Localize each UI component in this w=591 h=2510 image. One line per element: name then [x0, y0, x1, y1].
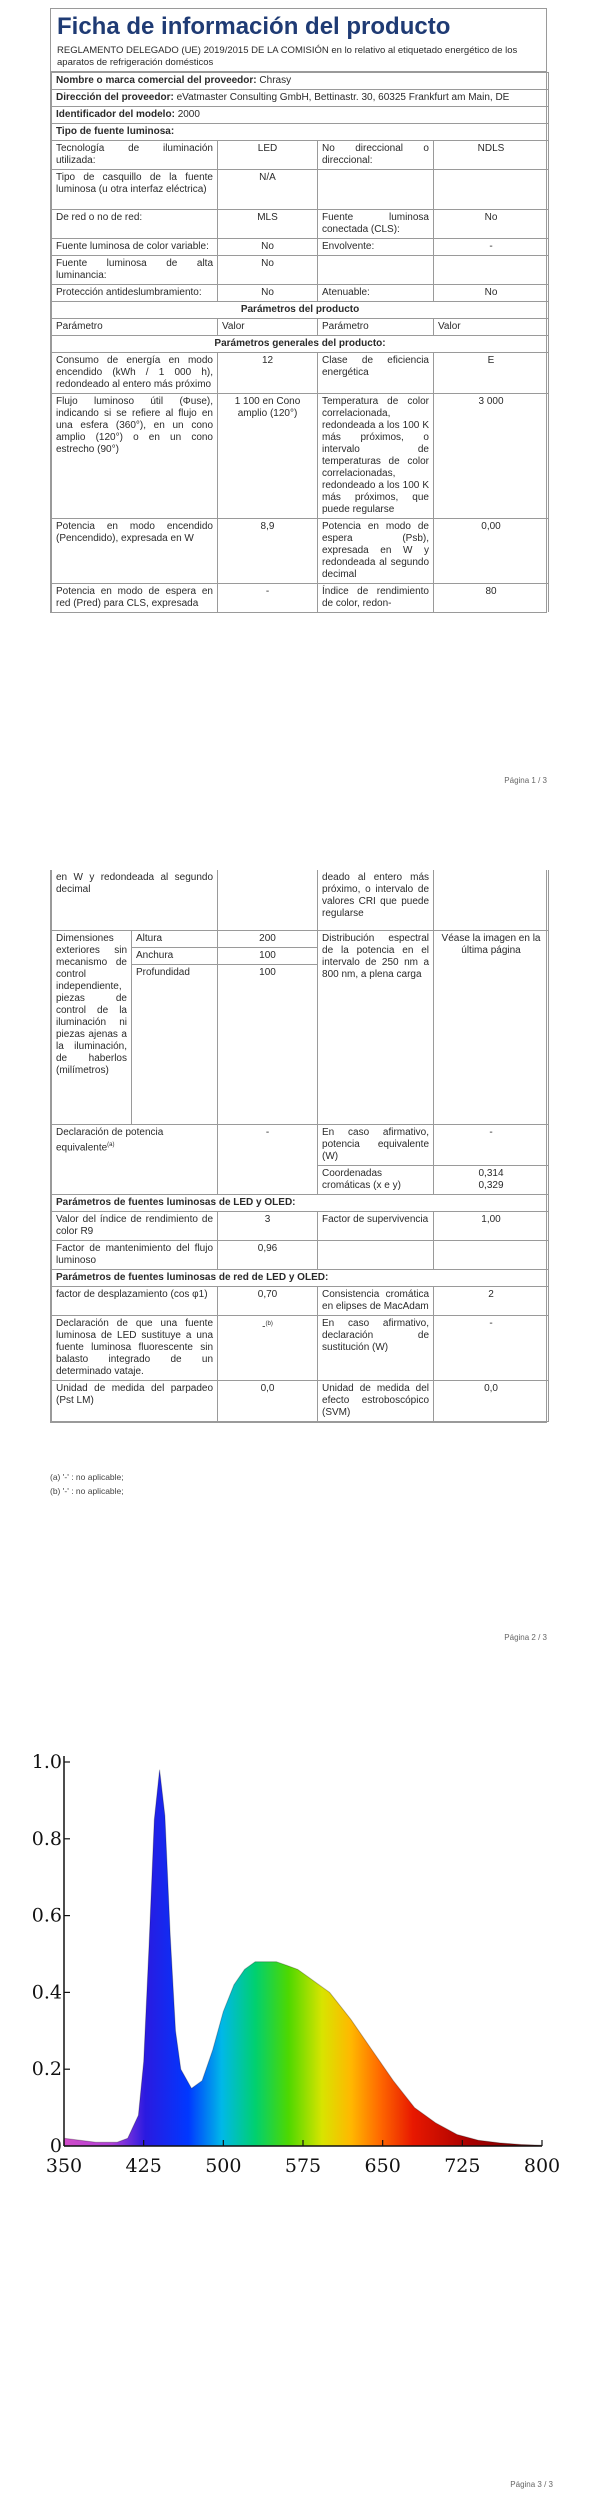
regulation-subtitle: REGLAMENTO DELEGADO (UE) 2019/2015 DE LA COMISIÓN en lo relativo al etiquetado energético de los aparatos de refrigeración domésticos	[57, 45, 518, 68]
row-value: NDLS	[434, 141, 549, 170]
supplier-name-label: Nombre o marca comercial del proveedor:	[56, 75, 257, 86]
row-label: en W y redondeada al segundo decimal	[52, 870, 218, 930]
row-value: No	[434, 285, 549, 302]
x-tick-label: 425	[125, 2155, 162, 2177]
supplier-name-value: Chrasy	[259, 75, 292, 86]
footnote-a: (a) '-' : no aplicable;	[50, 1472, 124, 1482]
footnote-ref-a: (a)	[107, 1141, 115, 1148]
row-label: Potencia en modo de espera (Psb), expresada en W y redondeada al segundo decimal	[318, 519, 434, 584]
spectral-label: Distribución espectral de la potencia en el intervalo de 250 nm a 800 nm, a plena carga	[318, 930, 434, 1124]
page-number: Página 2 / 3	[504, 1633, 547, 1642]
table-row	[52, 584, 549, 613]
y-tick-label: 0.2	[31, 2058, 62, 2081]
row-value: MLS	[218, 210, 318, 239]
row-label: Fuente luminosa de color variable:	[52, 239, 218, 256]
survival-label: Factor de supervivencia	[318, 1211, 434, 1240]
table-row	[52, 519, 549, 584]
y-tick-label: 0.8	[31, 1827, 62, 1850]
col-header-param: Parámetro	[318, 319, 434, 336]
row-label: No direccional o direccional:	[318, 141, 434, 170]
supplier-name-row	[52, 73, 549, 90]
r9-label: Valor del índice de rendimiento de color R9	[52, 1211, 218, 1240]
equiv-label: Declaración de potencia equivalente	[56, 1126, 164, 1153]
row-value: E	[434, 353, 549, 394]
footnote-ref-b: (b)	[265, 1320, 273, 1327]
light-source-type-header: Tipo de fuente luminosa:	[52, 124, 549, 141]
dim-name: Profundidad	[132, 964, 218, 1124]
x-tick-label: 800	[523, 2155, 561, 2177]
row-label	[318, 170, 434, 210]
page-title: Ficha de información del producto	[57, 13, 451, 40]
chroma-label: Coordenadas cromáticas (x e y)	[318, 1165, 434, 1194]
flicker-label: Unidad de medida del parpadeo (Pst LM)	[52, 1380, 218, 1421]
consistency-label: Consistencia cromática en elipses de MacAdam	[318, 1286, 434, 1315]
table-row	[52, 256, 549, 285]
replace-right-label: En caso afirmativo, declaración de sustitución (W)	[318, 1315, 434, 1380]
row-label: deado al entero más próximo, o intervalo de valores CRI que puede regularse	[318, 870, 434, 930]
displacement-label: factor de desplazamiento (cos φ1)	[52, 1286, 218, 1315]
empty-cell	[318, 1240, 434, 1269]
table-row	[52, 170, 549, 210]
x-tick-label: 350	[45, 2155, 83, 2177]
model-row	[52, 107, 549, 124]
row-value: 8,9	[218, 519, 318, 584]
table-row	[52, 285, 549, 302]
row-label: Consumo de energía en modo encendido (kWh / 1 000 h), redondeado al entero más próximo	[52, 353, 218, 394]
row-value: 3 000	[434, 394, 549, 519]
consistency-value: 2	[434, 1286, 549, 1315]
row-label: Potencia en modo encendido (Pencendido), expresada en W	[52, 519, 218, 584]
page-1	[0, 0, 591, 870]
equiv-value: -	[218, 1124, 318, 1194]
table-row	[52, 1380, 549, 1421]
row-value	[434, 870, 549, 930]
table-row	[52, 870, 549, 930]
page-number: Página 3 / 3	[510, 2480, 553, 2489]
row-value	[434, 256, 549, 285]
row-label: Flujo luminoso útil (Φuse), indicando si se refiere al flujo en una esfera (360°), en un cono amplio (120°) o en un cono estrecho (90°)	[52, 394, 218, 519]
x-tick-label: 500	[205, 2155, 242, 2177]
mains-params-header: Parámetros de fuentes luminosas de red de LED y OLED:	[52, 1269, 549, 1286]
col-header-value: Valor	[434, 319, 549, 336]
y-tick-label: 0	[49, 2135, 62, 2157]
table-row	[52, 239, 549, 256]
row-label	[318, 256, 434, 285]
row-value: No	[434, 210, 549, 239]
equiv-right-label: En caso afirmativo, potencia equivalente (W)	[318, 1124, 434, 1165]
dim-name: Altura	[132, 930, 218, 947]
row-label: De red o no de red:	[52, 210, 218, 239]
spectral-value: Véase la imagen en la última página	[434, 930, 549, 1124]
maint-value: 0,96	[218, 1240, 318, 1269]
table-row	[52, 353, 549, 394]
flicker-value: 0,0	[218, 1380, 318, 1421]
equiv-right-value: -	[434, 1124, 549, 1165]
title-box	[51, 9, 546, 72]
dim-name: Anchura	[132, 947, 218, 964]
product-params-header: Parámetros del producto	[52, 302, 549, 319]
row-label: Envolvente:	[318, 239, 434, 256]
row-value: 0,00	[434, 519, 549, 584]
x-tick-label: 575	[284, 2155, 322, 2177]
replace-right-value: -	[434, 1315, 549, 1380]
dim-value: 100	[218, 947, 318, 964]
x-tick-label: 650	[364, 2155, 401, 2177]
row-value: -	[434, 239, 549, 256]
model-label: Identificador del modelo:	[56, 109, 175, 120]
chroma-value	[434, 1165, 549, 1194]
row-label: Fuente luminosa conectada (CLS):	[318, 210, 434, 239]
page-3	[0, 1690, 591, 2510]
supplier-address-value: eVatmaster Consulting GmbH, Bettinastr. 30, 60325 Frankfurt am Main, DE	[176, 92, 510, 103]
row-value: 1 100 en Cono amplio (120°)	[218, 394, 318, 519]
row-label: Tecnología de iluminación utilizada:	[52, 141, 218, 170]
row-label: Fuente luminosa de alta luminancia:	[52, 256, 218, 285]
footnote-b: (b) '-' : no aplicable;	[50, 1486, 124, 1496]
footnotes	[50, 1470, 124, 1498]
displacement-value: 0,70	[218, 1286, 318, 1315]
table-row	[52, 1315, 549, 1380]
page-number: Página 1 / 3	[504, 776, 547, 785]
spectrum-area	[64, 1770, 542, 2146]
row-label: Protección antideslumbramiento:	[52, 285, 218, 302]
equiv-label-cell	[52, 1124, 218, 1194]
row-value: LED	[218, 141, 318, 170]
general-params-header: Parámetros generales del producto:	[52, 336, 549, 353]
survival-value: 1,00	[434, 1211, 549, 1240]
x-tick-label: 725	[444, 2155, 481, 2177]
row-label: Clase de eficiencia energética	[318, 353, 434, 394]
table-row	[52, 930, 549, 947]
y-tick-label: 0.4	[31, 1981, 62, 2004]
spectral-chart-svg	[31, 1732, 561, 2214]
row-label: Temperatura de color correlacionada, redondeada a los 100 K más próximos, o intervalo de temperaturas de color correlacionadas, redondeado a los 100 K más próximos, que puede regularse	[318, 394, 434, 519]
table-row	[52, 1240, 549, 1269]
replace-value-cell	[218, 1315, 318, 1380]
row-value: 80	[434, 584, 549, 613]
row-value: -	[218, 584, 318, 613]
dimensions-label: Dimensiones exteriores sin mecanismo de control independiente, piezas de control de la iluminación ni piezas ajenas a la iluminación, de haberlos (milímetros)	[52, 930, 132, 1124]
dim-value: 100	[218, 964, 318, 1124]
led-params-header: Parámetros de fuentes luminosas de LED y OLED:	[52, 1194, 549, 1211]
table-row	[52, 1211, 549, 1240]
row-value	[218, 870, 318, 930]
row-label: Tipo de casquillo de la fuente luminosa (u otra interfaz eléctrica)	[52, 170, 218, 210]
table-row	[52, 210, 549, 239]
row-value: N/A	[218, 170, 318, 210]
row-value: 12	[218, 353, 318, 394]
page-2	[0, 870, 591, 1690]
maint-label: Factor de mantenimiento del flujo luminoso	[52, 1240, 218, 1269]
y-tick-label: 1.0	[31, 1751, 62, 1773]
product-sheet-table-continued	[50, 870, 547, 1423]
product-sheet-table	[50, 8, 547, 613]
table-row	[52, 1124, 549, 1165]
row-label: Potencia en modo de espera en red (Pred) para CLS, expresada	[52, 584, 218, 613]
chroma-x: 0,314	[478, 1167, 504, 1179]
row-value	[434, 170, 549, 210]
info-table	[51, 72, 549, 612]
row-label: Índice de rendimiento de color, redon-	[318, 584, 434, 613]
table-row	[52, 394, 549, 519]
row-label: Atenuable:	[318, 285, 434, 302]
table-row	[52, 141, 549, 170]
row-value: No	[218, 285, 318, 302]
strobo-label: Unidad de medida del efecto estroboscópico (SVM)	[318, 1380, 434, 1421]
row-value: No	[218, 256, 318, 285]
spectral-chart	[31, 1732, 561, 2214]
replace-value: -	[262, 1320, 266, 1332]
continued-table	[51, 870, 549, 1422]
dim-value: 200	[218, 930, 318, 947]
col-header-value: Valor	[218, 319, 318, 336]
r9-value: 3	[218, 1211, 318, 1240]
row-value: No	[218, 239, 318, 256]
col-header-param: Parámetro	[52, 319, 218, 336]
supplier-address-row	[52, 90, 549, 107]
y-tick-label: 0.6	[31, 1904, 62, 1927]
replace-label: Declaración de que una fuente luminosa de LED sustituye a una fuente luminosa fluorescente sin balasto integrado de un determinado vataje.	[52, 1315, 218, 1380]
chroma-y: 0,329	[478, 1179, 504, 1191]
supplier-address-label: Dirección del proveedor:	[56, 92, 174, 103]
strobo-value: 0,0	[434, 1380, 549, 1421]
empty-cell	[434, 1240, 549, 1269]
model-value: 2000	[177, 109, 200, 120]
table-row	[52, 1286, 549, 1315]
